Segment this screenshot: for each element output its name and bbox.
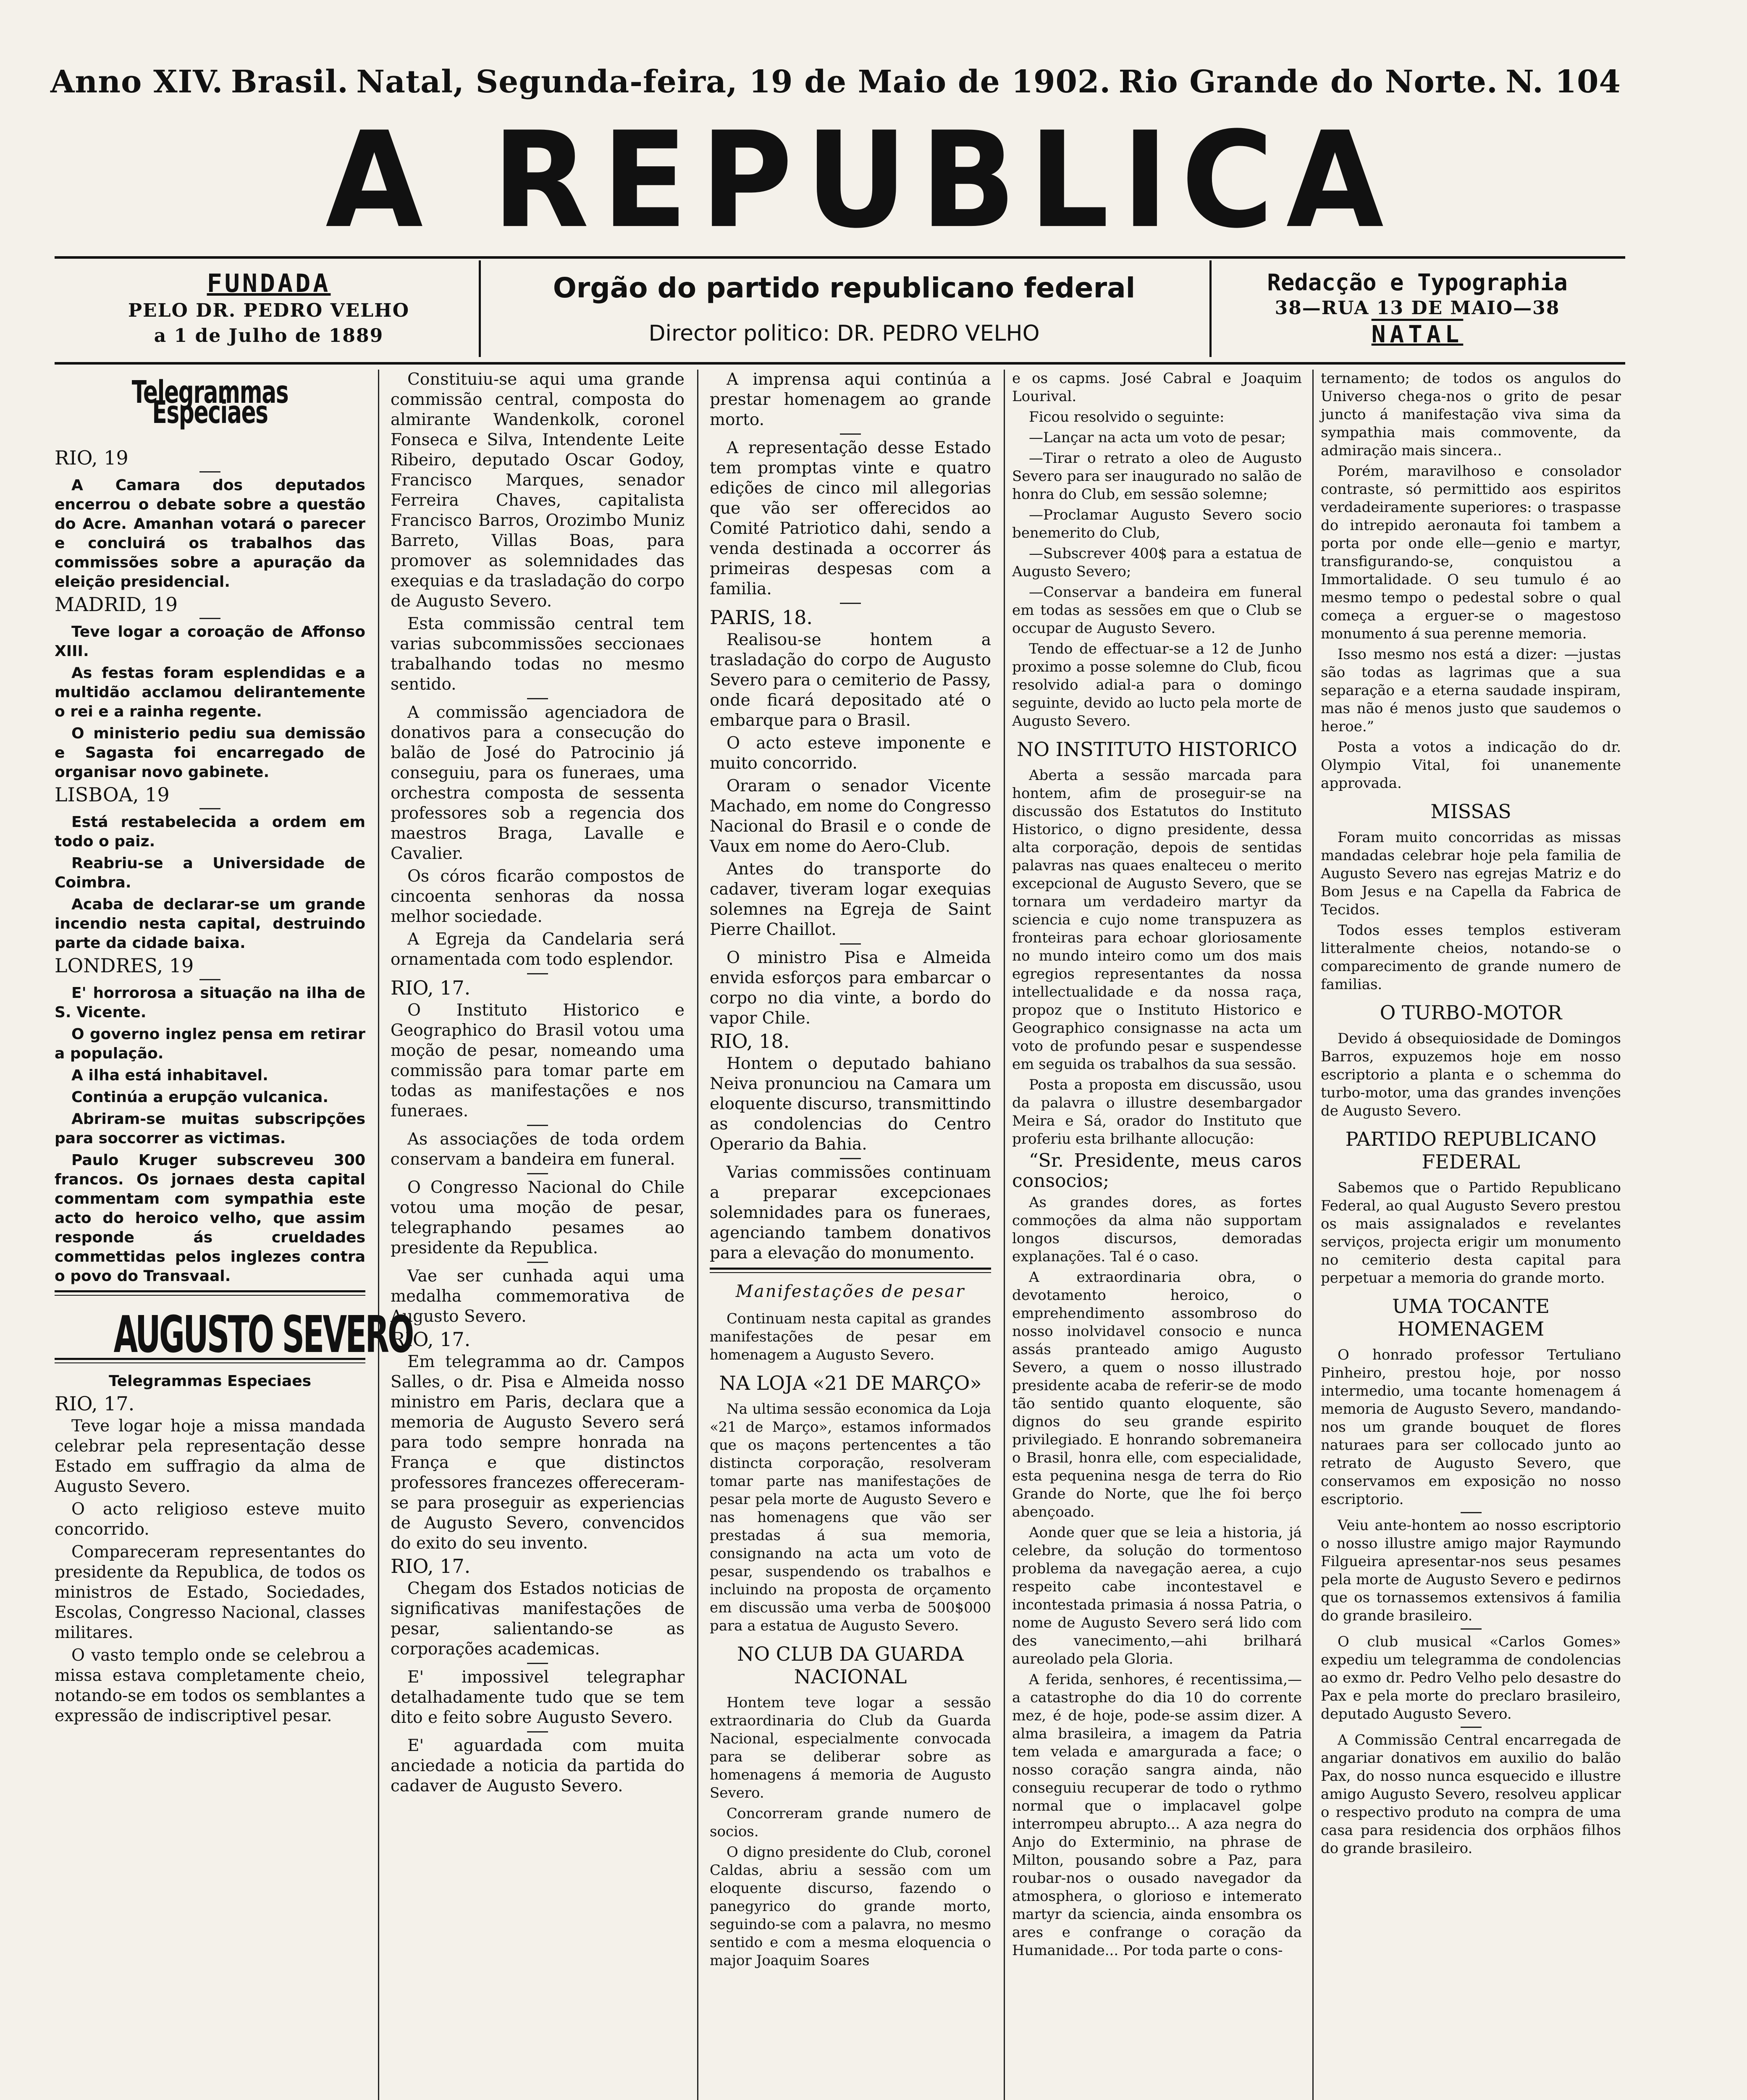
paragraph: Reabriu-se a Universidade de Coimbra. [55,855,365,891]
paragraph: —Tirar o retrato a oleo de Augusto Severo para ser inaugurado no salão de honra do Club, em sessão solemne; [1012,450,1302,503]
paragraph: O Congresso Nacional do Chile votou uma moção de pesar, telegraphando pesames ao presidente da Republica. [391,1178,685,1257]
column-rule [1004,370,1005,2100]
subheading: Telegrammas Especiaes [108,1373,312,1390]
paragraph: A representação desse Estado tem promptas vinte e quatro edições de cinco mil allegorias que vão ser offerecidos ao Comité Patriotico dahi, sendo a venda destinada a occorrer ás primeiras despesas com a familia. [710,438,991,598]
column-4 [1012,370,1302,2100]
paragraph: E' impossivel telegraphar detalhadamente tudo que se tem dito e feito sobre Augusto Severo. [391,1668,685,1727]
augusto-severo-heading: AUGUSTO SEVERO [113,1306,413,1364]
paragraph: Isso mesmo nos está a dizer: —justas são todas as lagrimas que a sua separação e a eterna saudade inspiram, mas não é menos justo que saudemos o heroe.” [1321,646,1621,735]
column-1 [55,370,413,2100]
newspaper-title: A REPUBLICA [325,103,1396,257]
dateline-item: PARIS, 18. [710,606,813,629]
fundada-date: a 1 de Julho de 1889 [154,325,384,346]
paragraph: Hontem o deputado bahiano Neiva pronunciou na Camara um eloquente discurso, transmittindo as condolencias do Centro Operario da Bahia. [710,1054,991,1154]
paragraph: Chegam dos Estados noticias de significativas manifestações de pesar, salientando-se as corporações academicas. [391,1579,685,1659]
paragraph: Esta commissão central tem varias subcommissões seccionaes trabalhando todas no mesmo sentido. [391,614,685,694]
paragraph: A Commissão Central encarregada de angariar donativos em auxilio do balão Pax, do nosso nunca esquecido e illustre amigo Augusto Severo, resolveu applicar o respectivo produto na compra de uma casa para residencia dos orphãos filhos do grande brasileiro. [1321,1732,1621,1857]
paragraph: Continúa a erupção vulcanica. [71,1089,329,1106]
paragraph: Hontem teve logar a sessão extraordinaria do Club da Guarda Nacional, especialmente convocada para se deliberar sobre as homenagens á memoria de Augusto Severo. [710,1694,991,1801]
paragraph: Abriram-se muitas subscripções para soccorrer as victimas. [55,1110,365,1147]
paragraph: e os capms. José Cabral e Joaquim Lourival. [1012,370,1302,405]
dateline [50,59,1621,105]
paragraph: A ferida, senhores, é recentissima,—a catastrophe do dia 10 do corrente mez, é de hoje, pode-se assim dizer. A alma brasileira, a imagem da Patria tem velada e amargurada a face; o nosso coração sangra ainda, não conseguiu recuperar de todo o rythmo normal que o implacavel golpe interrompeu abrupto... A aza negra do Anjo do Exterminio, na phrase de Milton, pousando sobre a Paz, para roubar-nos o ousado navegador da atmosphera, o glorioso e intemerato martyr da sciencia, ainda ensombra os ares e confrange o coração da Humanidade... Por toda parte o cons- [1012,1671,1302,1959]
paragraph: E' aguardada com muita anciedade a noticia da partida do cadaver de Augusto Severo. [391,1736,685,1796]
paragraph: —Lançar na acta um voto de pesar; [1029,429,1286,446]
column-3 [710,370,991,2100]
city: NATAL [1371,321,1464,348]
paragraph: Paulo Kruger subscreveu 300 francos. Os jornaes desta capital commentam com sympathia este acto do heroico velho, que assim responde ás crueldades commettidas pelos inglezes contra o povo do Transvaal. [55,1152,365,1285]
paragraph: O club musical «Carlos Gomes» expediu um telegramma de condolencias ao exmo dr. Pedro Velho pelo desastre do Pax e pela morte do preclaro brasileiro, deputado Augusto Severo. [1321,1633,1621,1722]
state: Rio Grande do Norte. [1118,64,1498,100]
paragraph: Acaba de declarar-se um grande incendio nesta capital, destruindo parte da cidade baixa. [55,896,365,952]
paragraph: O governo inglez pensa em retirar a população. [55,1026,365,1062]
fundada-by: PELO DR. PEDRO VELHO [128,300,410,321]
paragraph: Constituiu-se aqui uma grande commissão central, composta do almirante Wandenkolk, coronel Fonseca e Silva, Intendente Leite Ribeiro, deputado Oscar Godoy, Francisco Marques, senador Ferreira Chaves, capitalista Francisco Barros, Orozimbo Muniz Barreto, Villas Boas, para promover as solemnidades das exequias e da trasladação do corpo de Augusto Severo. [391,370,685,611]
dateline-item: RIO, 17. [391,1328,471,1351]
paragraph: Os córos ficarão compostos de cincoenta senhoras da nossa melhor sociedade. [391,867,685,926]
dateline-item: RIO, 17. [55,1392,135,1415]
paragraph: ternamento; de todos os angulos do Universo chega-nos o grito de pesar juncto á manifestação viva sima da sympathia mais commovente, da admiração mais sincera.. [1321,370,1621,459]
paragraph: A Camara dos deputados encerrou o debate sobre a questão do Acre. Amanhan votará o parecer e concluirá os trabalhos das commissões sobre a apuração da eleição presidencial. [55,477,365,591]
column-rule [378,370,379,2100]
section-heading: NO INSTITUTO HISTORICO [1017,738,1297,761]
paragraph: Aberta a sessão marcada para hontem, afim de proseguir-se na discussão dos Estatutos do Instituto Historico, o digno presidente, dessa alta corporação, depois de sentidas palavras nas quaes enalteceu o merito excepcional de Augusto Severo, que se tornara um verdadeiro martyr da sciencia e cujo nome transpuzera as fronteiras para echoar gloriosamente no mundo inteiro como um dos mais egregios representantes da nossa intellectualidade e da nossa raça, propoz que o Instituto Historico e Geographico consignasse na acta um voto de profundo pesar e suspendesse em seguida os trabalhos da sua sessão. [1012,767,1302,1073]
paragraph: Posta a proposta em discussão, usou da palavra o illustre desembargador Meira e Sá, orador do Instituto que proferiu esta brilhante allocução: [1012,1076,1302,1147]
column-rule [697,370,698,2100]
paragraph: Antes do transporte do cadaver, tiveram logar exequias solemnes na Egreja de Saint Pierre Chaillot. [710,860,991,939]
paragraph: A Egreja da Candelaria será ornamentada com todo esplendor. [391,930,685,969]
paragraph: Está restabelecida a ordem em todo o paiz. [55,814,365,850]
section-heading: Telegrammas Especiaes [131,374,289,430]
year: Anno XIV. [50,64,223,100]
fundada-label: FUNDADA [207,269,331,298]
header-rule-top [55,256,1625,259]
paragraph: Em telegramma ao dr. Campos Salles, o dr. Pisa e Almeida nosso ministro em Paris, declara que a memoria de Augusto Severo será para todo sempre honrada na França e que distinctos professores francezes offereceram-se para proseguir as experiencias de Augusto Severo, convencidos do exito do seu invento. [391,1352,685,1553]
paragraph: O ministerio pediu sua demissão e Sagasta foi encarregado de organisar novo gabinete. [55,725,365,781]
header-rule-bottom [55,362,1625,365]
paragraph: A extraordinaria obra, o devotamento heroico, o emprehendimento assombroso do nosso inolvidavel consocio e nunca assás pranteado amigo Augusto Severo, a quem o nosso illustrado presidente acaba de referir-se de modo tão sentido quanto eloquente, são dignos do seu grande espirito privilegiado. E honrando sobremaneira o Brasil, honra elle, com especialidade, esta pequenina nesga de terra do Rio Grande do Norte, que lhe foi berço abençoado. [1012,1269,1302,1520]
paragraph: Aonde quer que se leia a historia, já celebre, da solução do tormentoso problema da navegação aerea, a cujo respeito cabe incontestavel e incontestada primasia á nossa Patria, o nome de Augusto Severo será lido com des vanecimento,—ahi brilhará aureolado pela Gloria. [1012,1524,1302,1667]
paragraph: Todos esses templos estiveram litteralmente cheios, notando-se o comparecimento de grande numero de familias. [1321,922,1621,993]
paragraph: As festas foram esplendidas e a multidão acclamou delirantemente o rei e a rainha regente. [55,664,365,720]
paragraph: —Conservar a bandeira em funeral em todas as sessões em que o Club se occupar de Augusto Severo. [1012,584,1302,637]
paragraph: Ficou resolvido o seguinte: [1029,409,1225,425]
paragraph: Posta a votos a indicação do dr. Olympio Vital, foi unanemente approvada. [1321,739,1621,792]
paragraph: —Proclamar Augusto Severo socio benemerito do Club, [1012,507,1302,541]
paragraph: E' horrorosa a situação na ilha de S. Vicente. [55,984,365,1021]
column-2 [391,370,685,2100]
paragraph: O Instituto Historico e Geographico do Brasil votou uma moção de pesar, nomeando uma commissão para tomar parte em todas as manifestações e nos funeraes. [391,1001,685,1121]
dateline-item: RIO, 17. [391,1555,471,1578]
paragraph: Concorreram grande numero de socios. [710,1805,991,1840]
paragraph: —Subscrever 400$ para a estatua de Augusto Severo; [1012,545,1302,580]
paragraph: O honrado professor Tertuliano Pinheiro, prestou hoje, por nosso intermedio, uma tocante homenagem á memoria de Augusto Severo, mandando-nos um grande bouquet de flores naturaes para ser collocado junto ao retrato de Augusto Severo, que conservamos em exposição no nosso escriptorio. [1321,1347,1621,1508]
column-5 [1321,370,1621,2100]
address: 38—RUA 13 DE MAIO—38 [1275,297,1560,319]
paragraph: Compareceram representantes do presidente da Republica, de todos os ministros de Estado, Sociedades, Escolas, Congresso Nacional, classes militares. [55,1543,365,1642]
section-heading: NA LOJA «21 DE MARÇO» [719,1372,982,1394]
paragraph: O vasto templo onde se celebrou a missa estava completamente cheio, notando-se em todos os semblantes a expressão de indiscriptivel pesar. [55,1646,365,1725]
paragraph: Varias commissões continuam a preparar excepcionaes solemnidades para os funeraes, agenciando tambem donativos para a elevação do monumento. [710,1163,991,1263]
paragraph: A imprensa aqui continúa a prestar homenagem ao grande morto. [710,370,991,429]
paragraph: Realisou-se hontem a trasladação do corpo de Augusto Severo para o cemiterio de Passy, onde ficará depositado até o embarque para o Brasil. [710,630,991,730]
section-heading: PARTIDO REPUBLICANO FEDERAL [1345,1128,1597,1173]
director: Director politico: DR. PEDRO VELHO [648,320,1040,346]
paragraph: Teve logar hoje a missa mandada celebrar pela representação desse Estado em suffragio da alma de Augusto Severo. [55,1417,365,1496]
paragraph: As grandes dores, as fortes commoções da alma não supportam longos discursos, demoradas explanações. Tal é o caso. [1012,1194,1302,1265]
redacao: Redacção e Typographia [1267,269,1568,296]
redacao-box [1209,260,1623,357]
paragraph: Veiu ante-hontem ao nosso escriptorio o nosso illustre amigo major Raymundo Filgueira apresentar-nos seus pesames pela morte de Augusto Severo e pedirnos que os tornassemos extensivos á familia do grande brasileiro. [1321,1517,1621,1624]
dateline-item: LISBOA, 19 [55,783,170,806]
paragraph: A commissão agenciadora de donativos para a consecução do balão de José do Patrocinio já conseguiu, para os funeraes, uma orchestra composta de sessenta professores sob a regencia dos maestros Braga, Lavalle e Cavalier. [391,703,685,863]
paragraph: Sabemos que o Partido Republicano Federal, ao qual Augusto Severo prestou os mais assignalados e revelantes serviços, projecta erigir um monumento no cemiterio desta capital para perpetuar a memoria do grande morto. [1321,1179,1621,1286]
paragraph: As associações de toda ordem conservam a bandeira em funeral. [391,1130,685,1169]
section-heading: MISSAS [1430,800,1511,823]
paragraph: Tendo de effectuar-se a 12 de Junho proximo a posse solemne do Club, ficou resolvido adial-a para o domingo seguinte, devido ao lucto pela morte de Augusto Severo. [1012,640,1302,730]
paragraph: O acto religioso esteve muito concorrido. [55,1500,365,1539]
section-heading: NO CLUB DA GUARDA NACIONAL [737,1643,964,1688]
section-heading: Manifestações de pesar [735,1282,965,1301]
date: Natal, Segunda-feira, 19 de Maio de 1902. [356,64,1111,100]
paragraph: O acto esteve imponente e muito concorrido. [710,734,991,773]
paragraph: Vae ser cunhada aqui uma medalha commemorativa de Augusto Severo. [391,1267,685,1326]
paragraph: O ministro Pisa e Almeida envida esforços para embarcar o corpo no dia vinte, a bordo do vapor Chile. [710,948,991,1028]
founded-box [59,260,481,357]
paragraph: Foram muito concorridas as missas mandadas celebrar hoje pela familia de Augusto Severo nas egrejas Matriz e do Bom Jesus e na Capella da Fabrica de Tecidos. [1321,829,1621,918]
paragraph: Oraram o senador Vicente Machado, em nome do Congresso Nacional do Brasil e o conde de Vaux em nome do Aero-Club. [710,777,991,856]
dateline-item: RIO, 19 [55,446,129,469]
section-heading: O TURBO-MOTOR [1380,1001,1562,1024]
column-rule [1312,370,1314,2100]
issue-number: N. 104 [1506,64,1621,100]
paragraph: Devido á obsequiosidade de Domingos Barros, expuzemos hoje em nosso escriptorio a planta e o schemma do turbo-motor, uma das grandes invenções de Augusto Severo. [1321,1030,1621,1119]
paragraph: Teve logar a coroação de Affonso XIII. [55,623,365,660]
orgao-box [487,260,1201,357]
paragraph: “Sr. Presidente, meus caros consocios; [1012,1150,1302,1192]
dateline-item: LONDRES, 19 [55,954,194,977]
orgao: Orgão do partido republicano federal [553,271,1136,304]
dateline-item: RIO, 17. [391,976,471,999]
paragraph: Porém, maravilhoso e consolador contraste, só permittido aos espiritos verdadeiramente superiores: o traspasse do intrepido aeronauta foi tambem a porta por onde elle—genio e martyr, transfigurando-se, conquistou a Immortalidade. O seu tumulo é ao mesmo tempo o pedestal sobre o qual começa a erguer-se o magestoso monumento á sua perenne memoria. [1321,463,1621,642]
paragraph: Na ultima sessão economica da Loja «21 de Março», estamos informados que os maçons pertencentes a tão distincta corporação, resolveram tomar parte nas manifestações de pesar pela morte de Augusto Severo e nas homenagens que vão ser prestadas á sua memoria, consignando na acta um voto de pesar, suspendendo os trabalhos e incluindo na proposta de orçamento em discussão uma verba de 500$000 para a estatua de Augusto Severo. [710,1401,991,1634]
paragraph: O digno presidente do Club, coronel Caldas, abriu a sessão com um eloquente discurso, fazendo o panegyrico do grande morto, seguindo-se com a palavra, no mesmo sentido e com a mesma eloquencia o major Joaquim Soares [710,1844,991,1969]
dateline-item: RIO, 18. [710,1030,790,1053]
section-heading: UMA TOCANTE HOMENAGEM [1392,1295,1550,1340]
dateline-item: MADRID, 19 [55,593,178,616]
country: Brasil. [231,64,349,100]
paragraph: Continuam nesta capital as grandes manifestações de pesar em homenagem a Augusto Severo. [710,1310,991,1363]
paragraph: A ilha está inhabitavel. [71,1067,268,1084]
